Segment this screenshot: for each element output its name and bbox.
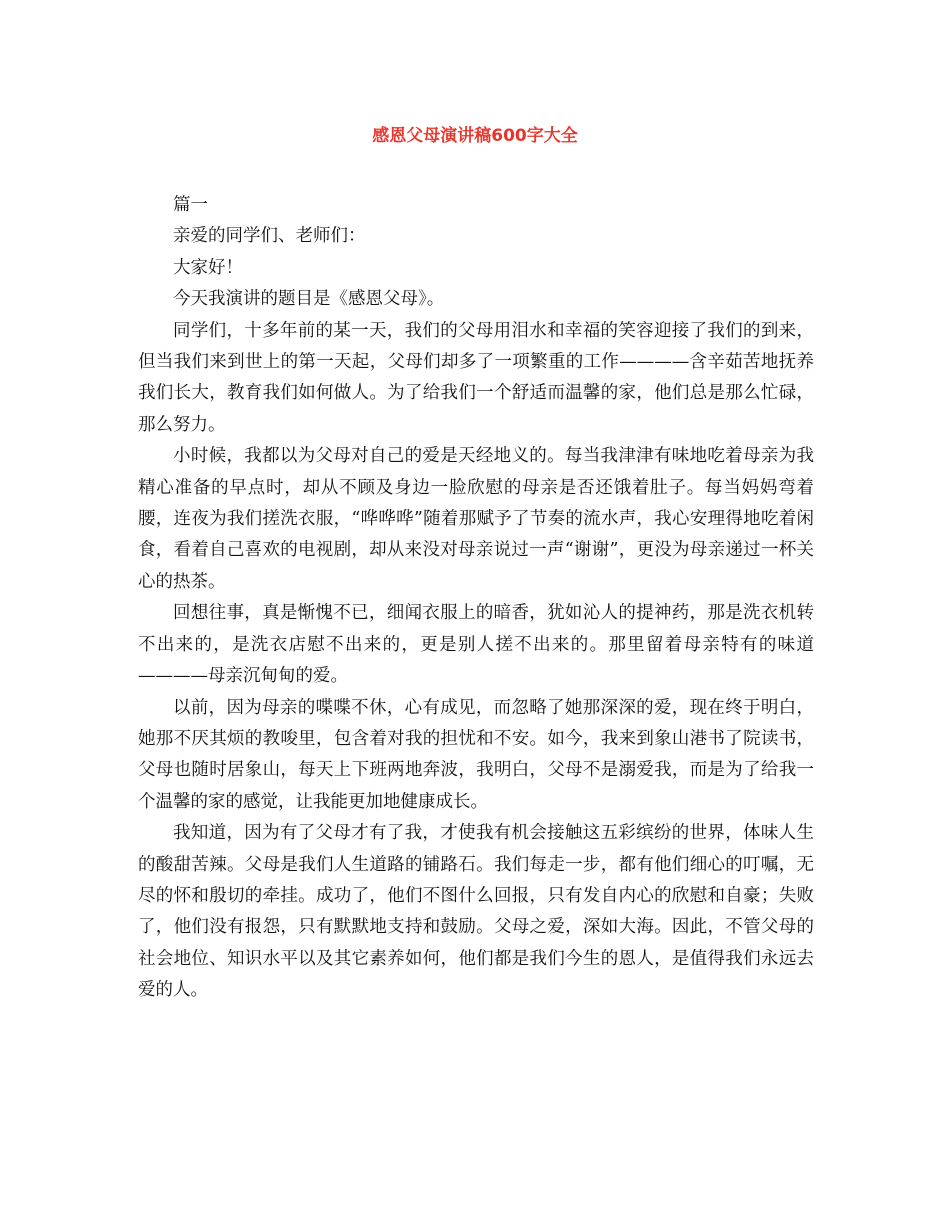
section-label: 篇一: [173, 195, 208, 215]
paragraph: 我知道，因为有了父母才有了我，才使我有机会接触这五彩缤纷的世界，体味人生的酸甜苦辣。父母是我们人生道路的铺路石。我们每走一步，都有他们细心的叮嘱，无尽的怀和殷切的牵挂。成功了，他们不图什么回报，只有发自内心的欣慰和自豪；失败了，他们没有报怨，只有默默地支持和鼓励。父母之爱，深如大海。因此，不管父母的社会地位、知识水平以及其它素养如何，他们都是我们今生的恩人，是值得我们永远去爱的人。: [138, 823, 814, 1001]
greeting-line: 亲爱的同学们、老师们：: [173, 226, 366, 247]
hello-line: 大家好！: [173, 257, 243, 278]
paragraph: 同学们，十多年前的某一天，我们的父母用泪水和幸福的笑容迎接了我们的到来，但当我们来到世上的第一天起，父母们却多了一项繁重的工作————含辛茹苦地抚养我们长大，教育我们如何做人。为了给我们一个舒适而温馨的家，他们总是那么忙碌，那么努力。: [138, 320, 814, 435]
document-title: 感恩父母演讲稿600字大全: [372, 126, 578, 146]
topic-line: 今天我演讲的题目是《感恩父母》。: [173, 289, 445, 310]
paragraph: 以前，因为母亲的喋喋不休，心有成见，而忽略了她那深深的爱，现在终于明白，她那不厌其烦的教唆里，包含着对我的担忧和不安。如今，我来到象山港书了院读书，父母也随时居象山，每天上下班两地奔波，我明白，父母不是溺爱我，而是为了给我一个温馨的家的感觉，让我能更加地健康成长。: [138, 697, 814, 812]
document-body: [138, 190, 814, 1007]
paragraph: 回想往事，真是惭愧不已，细闻衣服上的暗香，犹如沁人的提神药，那是洗衣机转不出来的，是洗衣店慰不出来的，更是别人搓不出来的。那里留着母亲特有的味道————母亲沉甸甸的爱。: [138, 603, 814, 687]
paragraph: 小时候，我都以为父母对自己的爱是天经地义的。每当我津津有味地吃着母亲为我精心准备的早点时，却从不顾及身边一脸欣慰的母亲是否还饿着肚子。每当妈妈弯着腰，连夜为我们搓洗衣服，“哗哗哗”随着那赋予了节奏的流水声，我心安理得地吃着闲食，看着自己喜欢的电视剧，却从来没对母亲说过一声“谢谢”，更没为母亲递过一杯关心的热茶。: [138, 446, 814, 592]
